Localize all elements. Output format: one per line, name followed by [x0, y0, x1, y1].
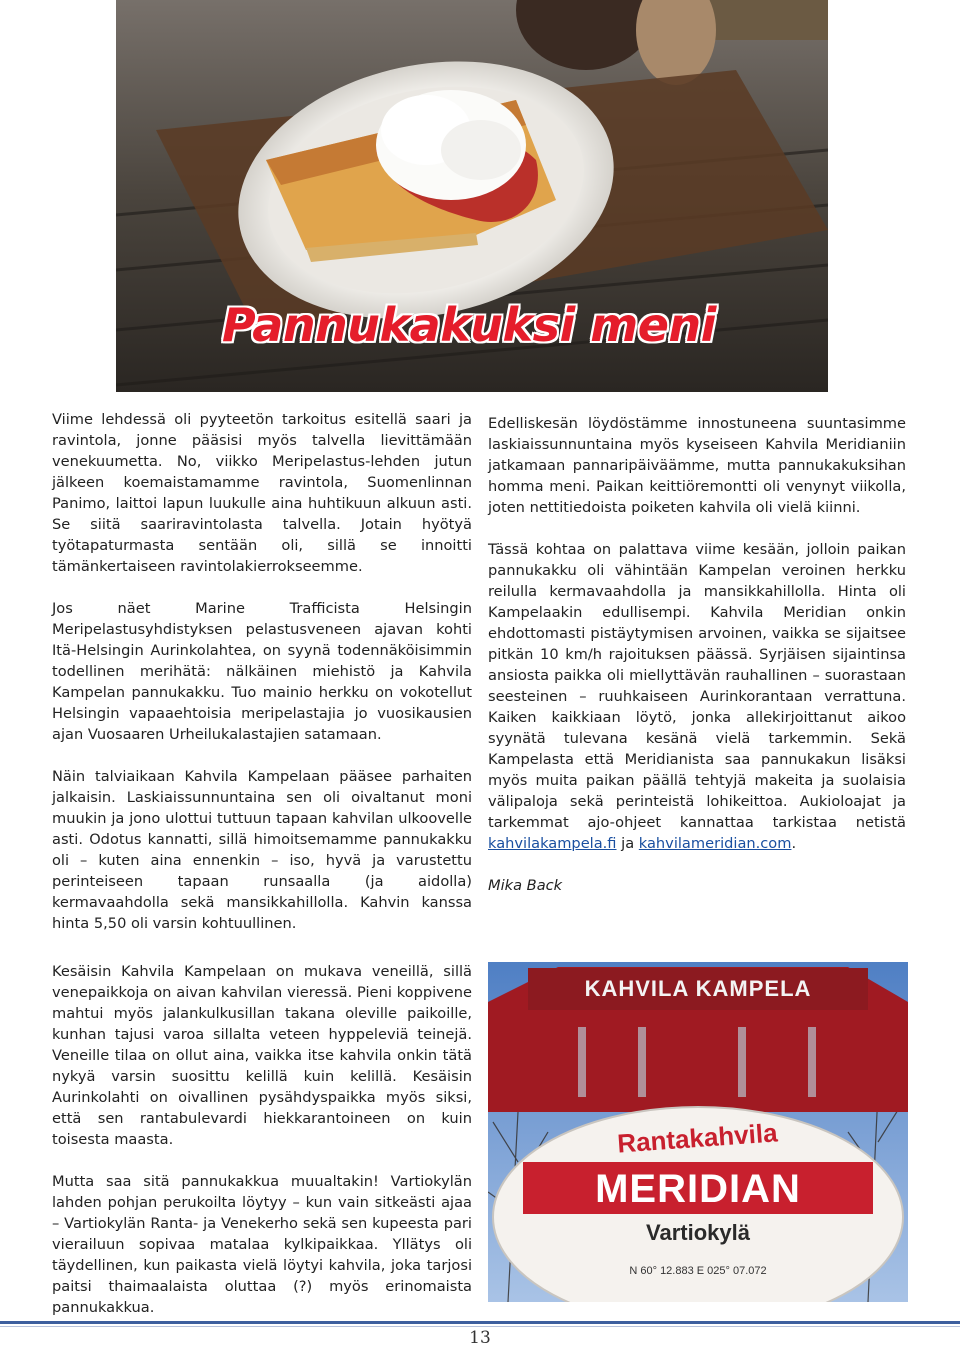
page-number: 13: [469, 1328, 491, 1348]
paragraph-meridian-closed: Edelliskesän löydöstämme innostuneena suuntasimme laskiaissunnuntaina myös kyseiseen Kahvila Meridianiin jatkamaan pannaripäiväämme, mutta pannukakuksihan homma meni. Paikan keittiöremontti oli venynyt viikolla, joten nettitiedoista poiketen kahvila oli vielä kiinni.: [488, 415, 906, 516]
sign-meridian: MERIDIAN: [595, 1167, 801, 1211]
paragraph-last-summer-text: Tässä kohtaa on palattava viime kesään, jolloin paikan pannukakku oli vähintään Kampelan veroinen herkku reilulla kermavaahdolla ja mansikkahillolla. Hinta oli Kampelaakin edullisempi. Kahvila Meridian onkin ehdottomasti pistäytymisen arvoinen, vaikka se sijaitsee pitkän 10 km/h rajoituksen päässä. Syrjäisen sijaintinsa ansiosta paikka oli miellyttävän rauhallinen – suorastaan seesteinen – ruuhkaiseen Aurinkorantaan verrattuna. Kaiken kaikkiaan löytö, jonka allekirjoittanut aikoo syynätä tulevana kesänä vielä tarkemmin. Sekä Kampelasta että Meridianista saa pannukakun lisäksi myös muita paikan päällä tehtyjä makeita ja suolaisia välipaloja sekä perinteistä lohikeittoa. Aukioloajat ja tarkemmat ajo-ohjeet kannattaa tarkistaa netistä: [488, 541, 906, 831]
sign-rantakahvila: Rantakahvila: [616, 1117, 779, 1159]
link-connector: ja: [616, 835, 639, 852]
paragraph-last-summer: [488, 539, 906, 854]
footer-rule-thin: [0, 1326, 960, 1327]
left-column-lower: [52, 961, 472, 1318]
paragraph-winter-visit: Näin talviaikaan Kahvila Kampelaan pääsee parhaiten jalkaisin. Laskiaissunnuntaina sen oli oivaltanut moni muukin ja jono ulottui tuttuun tapaan kahvilan ulkoovelle asti. Odotus kannatti, sillä himoitsemamme pannukakku oli – kuten aina ennenkin – iso, hyvä ja varustettu perinteiseen tapaan runsaalla (ja aidolla) kermavaahdolla sekä mansikkahillolla. Kahvin kanssa hinta 5,50 oli varsin kohtuullinen.: [52, 768, 472, 932]
sign-coordinates: N 60° 12.883 E 025° 07.072: [629, 1265, 767, 1277]
hero-photo-pancake: [116, 0, 828, 392]
photo-cafe-signs: [488, 962, 908, 1302]
left-column: [52, 409, 472, 934]
paragraph-summer-boating: Kesäisin Kahvila Kampelaan on mukava veneillä, sillä venepaikkoja on aivan kahvilan vieressä. Pieni koppivene mahtui myös jalankulkusillan takana oleville paikoille, kunhan tajusi varoa sillalta veteen hyppeleviä teinejä. Veneille tilaa on ollut aina, vaikka itse kahvila onkin tätä nykyä varsin suosittu kelillä kuin kelillä. Kesäisin Aurinkolahti on oivallinen pysähdyspaikka myös siksi, että sen rantabulevardi hiekkarantoineen on kuin toisesta maasta.: [52, 963, 472, 1148]
link-kahvilakampela[interactable]: kahvilakampela.fi: [488, 835, 617, 852]
link-kahvilameridian[interactable]: kahvilameridian.com: [638, 835, 792, 852]
right-column: [488, 413, 906, 896]
paragraph-marine-traffic: Jos näet Marine Trafficista Helsingin Meripelastusyhdistyksen pelastusveneen ajavan kohti Itä-Helsingin Aurinkolahtea, on syynä todennäköisimmin todellinen merihätä: nälkäinen miehistö ja Kahvila Kampelan pannukakku. Tuo mainio herkku on vokotellut Helsingin vapaaehtoisia meripelastajia jo vuosikausien ajan Vuosaaren Urheilukalastajien satamaan.: [52, 600, 472, 743]
author-signature: Mika Back: [488, 877, 563, 894]
sign-kahvila-kampela: KAHVILA KAMPELA: [584, 976, 812, 1001]
cafe-signs-illustration: [488, 962, 908, 1302]
link-end: .: [791, 835, 797, 852]
article-title: Pannukakuksi meni: [222, 298, 716, 352]
paragraph-intro: Viime lehdessä oli pyyteetön tarkoitus esitellä saari ja ravintola, jonne pääsisi myös talvella lievittämään venekuumetta. No, viikko Meripelastus-lehden jutun jälkeen koemaistamamme ravintola, Suomenlinnan Panimo, laittoi lapun luukulle aina huhtikuun alkuun asti. Se siitä saariravintolasta talvella. Jotain hyötyä työtapaturmasta sentään oli, sillä se innoitti tämänkertaiseen ravintolakierrokseemme.: [52, 411, 472, 575]
paragraph-vartiokyla: Mutta saa sitä pannukakkua muualtakin! Vartiokylän lahden pohjan perukoilta löytyy – kun vain sitkeästi ajaa – Vartiokylän Ranta- ja Venekerho sekä sen kupeesta pari vierailuun sopivaa matalaa kylkipaikkaa. Yllätys oli täydellinen, kun paikasta vielä löytyi kahvila, joka tarjosi paitsi thaimaalaista oluttaa (?) myös erinomaista pannukakkua.: [52, 1173, 472, 1316]
footer-rule: [0, 1321, 960, 1324]
sign-vartiokyla: Vartiokylä: [646, 1220, 750, 1245]
